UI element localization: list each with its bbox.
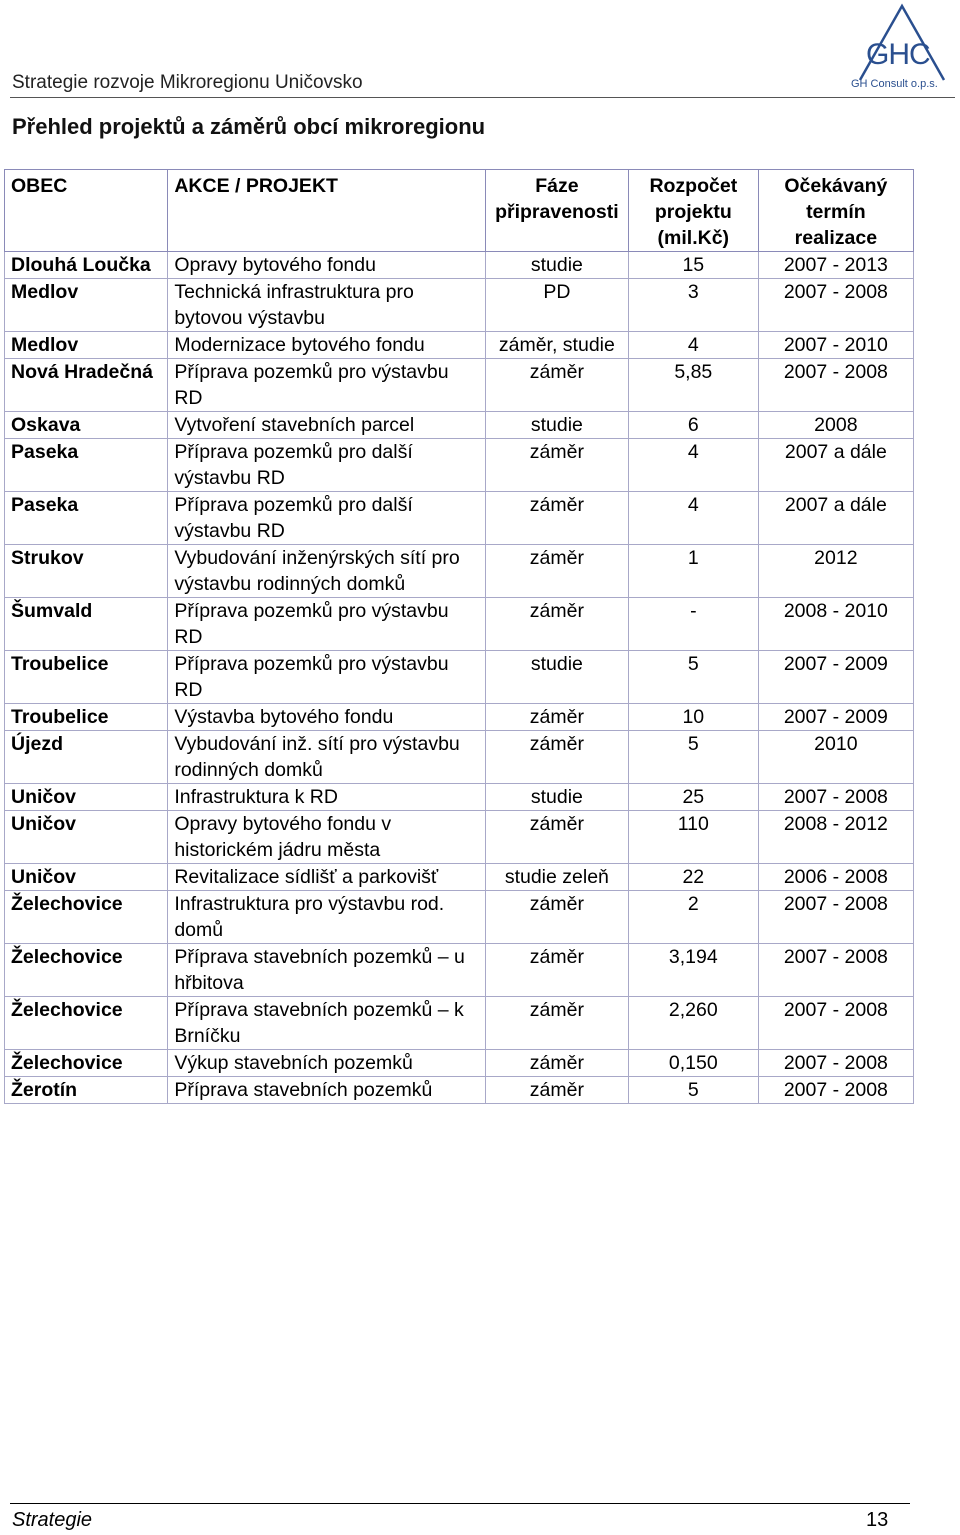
cell-rozpocet: 110 xyxy=(628,811,758,864)
column-header-faze: Fáze připravenosti xyxy=(485,170,628,252)
cell-faze: záměr xyxy=(485,1050,628,1077)
cell-akce: Opravy bytového fondu xyxy=(168,252,486,279)
cell-termin: 2007 a dále xyxy=(758,492,913,545)
cell-termin: 2007 - 2009 xyxy=(758,651,913,704)
table-row xyxy=(5,864,914,891)
table-row xyxy=(5,252,914,279)
cell-obec: Medlov xyxy=(5,279,168,332)
cell-termin: 2008 - 2012 xyxy=(758,811,913,864)
table-row xyxy=(5,944,914,997)
cell-rozpocet: 4 xyxy=(628,332,758,359)
cell-termin: 2007 - 2008 xyxy=(758,784,913,811)
cell-termin: 2007 - 2013 xyxy=(758,252,913,279)
cell-faze: záměr xyxy=(485,1077,628,1104)
cell-faze: záměr xyxy=(485,811,628,864)
cell-obec: Žerotín xyxy=(5,1077,168,1104)
cell-akce: Infrastruktura pro výstavbu rod. domů xyxy=(168,891,486,944)
cell-termin: 2012 xyxy=(758,545,913,598)
cell-obec: Želechovice xyxy=(5,997,168,1050)
cell-obec: Uničov xyxy=(5,864,168,891)
table-row xyxy=(5,332,914,359)
cell-faze: záměr, studie xyxy=(485,332,628,359)
cell-rozpocet: 10 xyxy=(628,704,758,731)
cell-rozpocet: 2 xyxy=(628,891,758,944)
cell-termin: 2010 xyxy=(758,731,913,784)
cell-akce: Vybudování inž. sítí pro výstavbu rodinných domků xyxy=(168,731,486,784)
table-row xyxy=(5,492,914,545)
cell-akce: Příprava pozemků pro výstavbu RD xyxy=(168,598,486,651)
cell-akce: Infrastruktura k RD xyxy=(168,784,486,811)
cell-faze: záměr xyxy=(485,891,628,944)
cell-termin: 2007 - 2008 xyxy=(758,1077,913,1104)
cell-obec: Nová Hradečná xyxy=(5,359,168,412)
logo-subtext: GH Consult o.p.s. xyxy=(851,78,938,90)
table-body xyxy=(5,252,914,1104)
cell-faze: studie xyxy=(485,412,628,439)
cell-rozpocet: 6 xyxy=(628,412,758,439)
cell-akce: Příprava pozemků pro další výstavbu RD xyxy=(168,439,486,492)
cell-faze: studie xyxy=(485,252,628,279)
cell-obec: Paseka xyxy=(5,492,168,545)
table-row xyxy=(5,731,914,784)
cell-rozpocet: 0,150 xyxy=(628,1050,758,1077)
table-row xyxy=(5,811,914,864)
cell-faze: záměr xyxy=(485,944,628,997)
table-row xyxy=(5,1050,914,1077)
cell-rozpocet: 5 xyxy=(628,1077,758,1104)
cell-rozpocet: 1 xyxy=(628,545,758,598)
header-divider xyxy=(10,97,955,98)
cell-faze: záměr xyxy=(485,492,628,545)
cell-faze: záměr xyxy=(485,598,628,651)
cell-faze: studie zeleň xyxy=(485,864,628,891)
cell-akce: Příprava stavebních pozemků xyxy=(168,1077,486,1104)
cell-akce: Vytvoření stavebních parcel xyxy=(168,412,486,439)
cell-obec: Želechovice xyxy=(5,944,168,997)
cell-obec: Dlouhá Loučka xyxy=(5,252,168,279)
footer-divider xyxy=(10,1503,910,1504)
cell-obec: Oskava xyxy=(5,412,168,439)
cell-faze: studie xyxy=(485,784,628,811)
cell-faze: PD xyxy=(485,279,628,332)
cell-faze: záměr xyxy=(485,359,628,412)
cell-termin: 2007 - 2008 xyxy=(758,891,913,944)
cell-termin: 2008 xyxy=(758,412,913,439)
header-title: Strategie rozvoje Mikroregionu Uničovsko xyxy=(12,72,363,93)
cell-rozpocet: 4 xyxy=(628,439,758,492)
cell-faze: záměr xyxy=(485,704,628,731)
cell-obec: Želechovice xyxy=(5,891,168,944)
table-row xyxy=(5,439,914,492)
table-row xyxy=(5,1077,914,1104)
cell-akce: Výkup stavebních pozemků xyxy=(168,1050,486,1077)
cell-akce: Revitalizace sídlišť a parkovišť xyxy=(168,864,486,891)
cell-faze: studie xyxy=(485,651,628,704)
cell-obec: Paseka xyxy=(5,439,168,492)
column-header-rozpocet: Rozpočet projektu (mil.Kč) xyxy=(628,170,758,252)
column-header-akce: AKCE / PROJEKT xyxy=(168,170,486,252)
table-row xyxy=(5,545,914,598)
cell-rozpocet: 2,260 xyxy=(628,997,758,1050)
cell-rozpocet: 22 xyxy=(628,864,758,891)
table-row xyxy=(5,784,914,811)
cell-rozpocet: 5,85 xyxy=(628,359,758,412)
cell-akce: Příprava pozemků pro výstavbu RD xyxy=(168,651,486,704)
cell-faze: záměr xyxy=(485,997,628,1050)
column-header-obec: OBEC xyxy=(5,170,168,252)
cell-akce: Příprava pozemků pro další výstavbu RD xyxy=(168,492,486,545)
cell-obec: Újezd xyxy=(5,731,168,784)
cell-akce: Technická infrastruktura pro bytovou výstavbu xyxy=(168,279,486,332)
cell-akce: Příprava stavebních pozemků – u hřbitova xyxy=(168,944,486,997)
cell-akce: Příprava pozemků pro výstavbu RD xyxy=(168,359,486,412)
table-row xyxy=(5,279,914,332)
cell-obec: Medlov xyxy=(5,332,168,359)
cell-akce: Výstavba bytového fondu xyxy=(168,704,486,731)
cell-rozpocet: 25 xyxy=(628,784,758,811)
cell-termin: 2007 - 2008 xyxy=(758,944,913,997)
cell-termin: 2007 - 2008 xyxy=(758,1050,913,1077)
footer-label: Strategie xyxy=(12,1509,93,1531)
cell-obec: Strukov xyxy=(5,545,168,598)
cell-termin: 2007 - 2008 xyxy=(758,359,913,412)
page-number: 13 xyxy=(866,1509,889,1531)
cell-termin: 2007 - 2008 xyxy=(758,279,913,332)
cell-obec: Troubelice xyxy=(5,651,168,704)
projects-table xyxy=(4,169,914,1104)
cell-termin: 2007 - 2010 xyxy=(758,332,913,359)
cell-rozpocet: 3 xyxy=(628,279,758,332)
cell-termin: 2007 a dále xyxy=(758,439,913,492)
cell-rozpocet: 5 xyxy=(628,731,758,784)
column-header-termin: Očekávaný termín realizace xyxy=(758,170,913,252)
cell-akce: Opravy bytového fondu v historickém jádru města xyxy=(168,811,486,864)
cell-rozpocet: 3,194 xyxy=(628,944,758,997)
cell-rozpocet: - xyxy=(628,598,758,651)
cell-termin: 2007 - 2009 xyxy=(758,704,913,731)
cell-obec: Želechovice xyxy=(5,1050,168,1077)
cell-termin: 2008 - 2010 xyxy=(758,598,913,651)
table-row xyxy=(5,359,914,412)
table-row xyxy=(5,704,914,731)
table-row xyxy=(5,412,914,439)
logo-text: GHC xyxy=(866,38,930,71)
table-row xyxy=(5,997,914,1050)
table-row xyxy=(5,891,914,944)
document-title: Přehled projektů a záměrů obcí mikroregionu xyxy=(12,114,486,139)
cell-obec: Šumvald xyxy=(5,598,168,651)
cell-obec: Troubelice xyxy=(5,704,168,731)
cell-termin: 2007 - 2008 xyxy=(758,997,913,1050)
cell-faze: záměr xyxy=(485,545,628,598)
cell-obec: Uničov xyxy=(5,811,168,864)
cell-rozpocet: 5 xyxy=(628,651,758,704)
table-row xyxy=(5,651,914,704)
cell-faze: záměr xyxy=(485,731,628,784)
cell-akce: Příprava stavebních pozemků – k Brníčku xyxy=(168,997,486,1050)
cell-rozpocet: 4 xyxy=(628,492,758,545)
cell-akce: Vybudování inženýrských sítí pro výstavbu rodinných domků xyxy=(168,545,486,598)
cell-akce: Modernizace bytového fondu xyxy=(168,332,486,359)
cell-faze: záměr xyxy=(485,439,628,492)
table-row xyxy=(5,598,914,651)
cell-rozpocet: 15 xyxy=(628,252,758,279)
cell-obec: Uničov xyxy=(5,784,168,811)
table-header-row xyxy=(5,170,914,252)
cell-termin: 2006 - 2008 xyxy=(758,864,913,891)
